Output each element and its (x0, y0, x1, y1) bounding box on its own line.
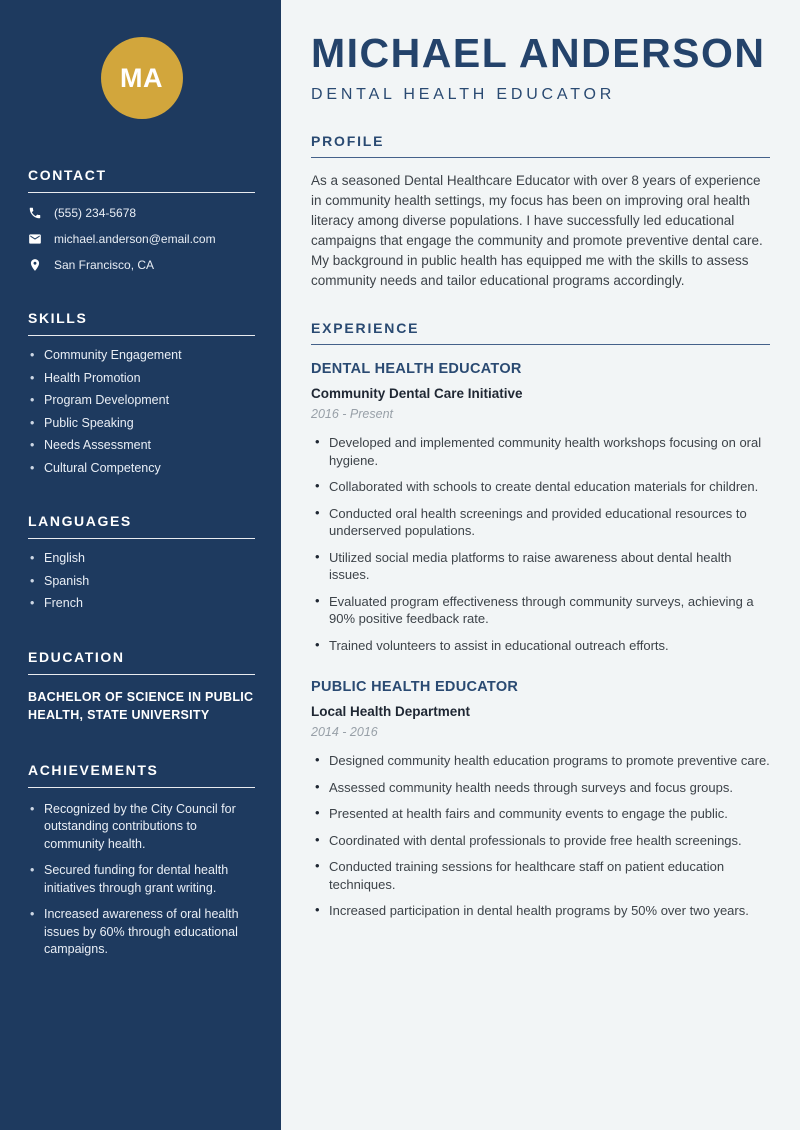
skills-list (28, 349, 255, 475)
job-bullet: • Developed and implemented community health workshops focusing on oral hygiene. (311, 434, 770, 469)
degree-text: BACHELOR OF SCIENCE IN PUBLIC HEALTH, STATE UNIVERSITY (28, 689, 254, 722)
location-text: San Francisco, CA (54, 258, 155, 272)
email-icon (28, 232, 42, 246)
job-bullet: • Collaborated with schools to create dental education materials for children. (311, 478, 770, 496)
contact-heading: CONTACT (28, 167, 107, 183)
languages-section (28, 513, 255, 611)
job-bullet: • Conducted training sessions for healthcare staff on patient education techniques. (311, 858, 770, 893)
achievements-section (28, 762, 255, 959)
location-icon (28, 258, 42, 272)
job-bullet: • Trained volunteers to assist in educational outreach efforts. (311, 637, 770, 655)
sidebar (0, 0, 281, 1130)
job-entry (311, 361, 770, 654)
job-title: PUBLIC HEALTH EDUCATOR (311, 679, 519, 696)
skill-item: • Health Promotion (28, 372, 255, 386)
education-heading: EDUCATION (28, 648, 125, 665)
job-bullet: • Utilized social media platforms to raise awareness about dental health issues. (311, 549, 770, 584)
email-address: michael.anderson@email.com (54, 232, 216, 246)
avatar-initials: MA (120, 62, 163, 93)
achievement-item: • Secured funding for dental health initiatives through grant writing. (28, 862, 255, 897)
achievements-heading: ACHIEVEMENTS (28, 761, 159, 778)
achievements-list (28, 801, 255, 959)
divider (28, 787, 255, 788)
avatar-wrap (28, 37, 255, 119)
experience-section (311, 320, 770, 920)
language-item: • English (28, 552, 255, 566)
skill-item: • Community Engagement (28, 349, 255, 363)
job-bullets (311, 752, 770, 920)
job-bullet: • Presented at health fairs and community events to engage the public. (311, 805, 770, 823)
language-item: • French (28, 597, 255, 611)
divider (311, 157, 770, 158)
contact-location-row (28, 258, 255, 272)
job-company: Community Dental Care Initiative (311, 386, 523, 402)
job-bullet: • Assessed community health needs through surveys and focus groups. (311, 779, 770, 797)
divider (28, 335, 255, 336)
experience-heading: EXPERIENCE (311, 320, 420, 337)
job-entry (311, 679, 770, 920)
job-dates: 2014 - 2016 (311, 725, 378, 740)
profile-text: As a seasoned Dental Healthcare Educator with over 8 years of experience in community health settings, my focus has been on improving oral health literacy among diverse populations. I have successfully led educational campaigns that engage the community and promote preventive dental care. My background in public health has equipped me with the skills to assess community needs and tailor educational programs accordingly. (311, 173, 763, 289)
skill-item: • Program Development (28, 394, 255, 408)
achievement-item: • Recognized by the City Council for outstanding contributions to community health. (28, 801, 255, 854)
job-dates: 2016 - Present (311, 407, 393, 422)
person-title: DENTAL HEALTH EDUCATOR (311, 86, 616, 104)
divider (28, 192, 255, 193)
contact-section (28, 167, 255, 272)
job-bullet: • Increased participation in dental health programs by 50% over two years. (311, 902, 770, 920)
contact-email-row (28, 232, 255, 246)
phone-icon (28, 206, 42, 220)
education-section (28, 649, 255, 724)
divider (311, 344, 770, 345)
achievement-item: • Increased awareness of oral health issues by 60% through educational campaigns. (28, 906, 255, 959)
main-content (281, 0, 800, 1130)
language-item: • Spanish (28, 575, 255, 589)
profile-section (311, 133, 770, 291)
job-bullet: • Conducted oral health screenings and provided educational resources to underserved populations. (311, 505, 770, 540)
skills-section (28, 310, 255, 475)
job-bullet: • Coordinated with dental professionals to provide free health screenings. (311, 832, 770, 850)
person-name: MICHAEL ANDERSON (311, 30, 766, 76)
skill-item: • Cultural Competency (28, 462, 255, 476)
divider (28, 538, 255, 539)
job-bullet: • Evaluated program effectiveness through community surveys, achieving a 90% positive feedback rate. (311, 593, 770, 628)
avatar (101, 37, 183, 119)
skills-heading: SKILLS (28, 310, 88, 326)
contact-phone-row (28, 206, 255, 220)
languages-heading: LANGUAGES (28, 513, 132, 529)
job-bullets (311, 434, 770, 654)
languages-list (28, 552, 255, 611)
job-company: Local Health Department (311, 704, 471, 720)
phone-number: (555) 234-5678 (54, 206, 137, 220)
skill-item: • Needs Assessment (28, 439, 255, 453)
profile-heading: PROFILE (311, 133, 385, 150)
divider (28, 674, 255, 675)
skill-item: • Public Speaking (28, 417, 255, 431)
job-title: DENTAL HEALTH EDUCATOR (311, 361, 522, 378)
job-bullet: • Designed community health education programs to promote preventive care. (311, 752, 770, 770)
